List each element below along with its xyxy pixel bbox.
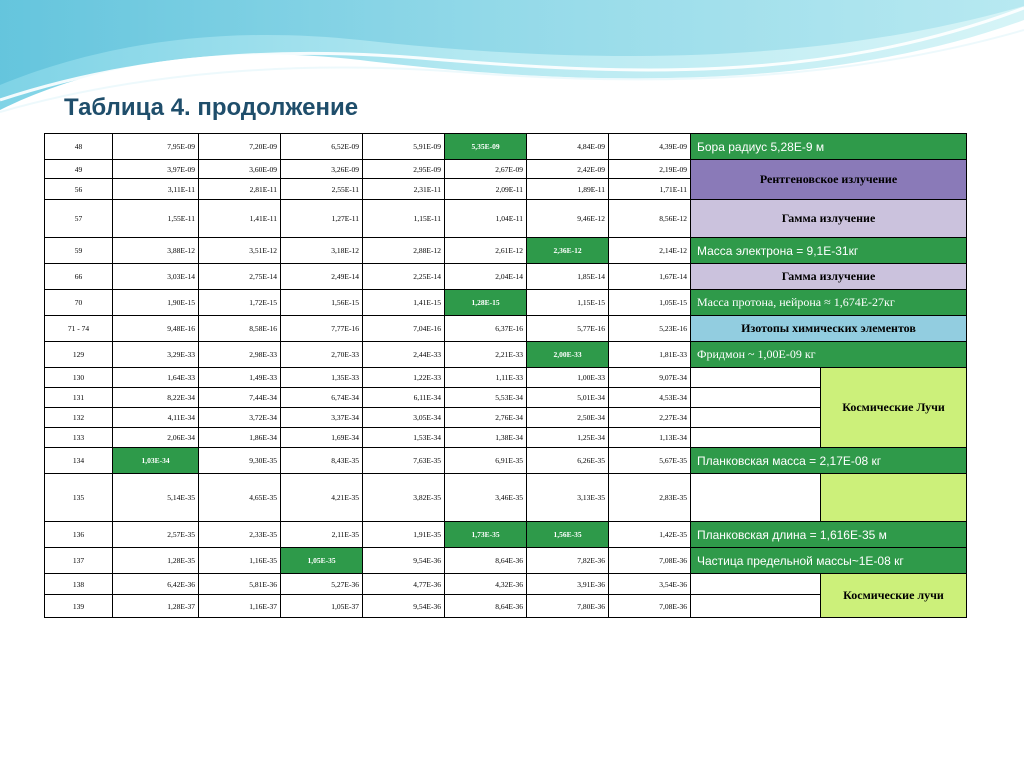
table-row — [45, 342, 967, 368]
note-planck-mass: Планковская масса = 2,17E-08 кг — [691, 448, 967, 474]
row-number: 59 — [45, 238, 113, 264]
value-cell: 6,11E-34 — [363, 388, 445, 408]
value-cell: 1,13E-34 — [609, 428, 691, 448]
lime-cell — [821, 474, 967, 522]
value-cell: 4,39E-09 — [609, 134, 691, 160]
value-cell: 1,85E-14 — [527, 264, 609, 290]
highlighted-value-cell: 1,56E-35 — [527, 522, 609, 548]
row-number: 134 — [45, 448, 113, 474]
highlighted-value-cell: 1,73E-35 — [445, 522, 527, 548]
value-cell: 1,16E-37 — [199, 595, 281, 618]
table-row — [45, 200, 967, 238]
value-cell: 5,81E-36 — [199, 574, 281, 595]
value-cell: 4,84E-09 — [527, 134, 609, 160]
value-cell: 7,80E-36 — [527, 595, 609, 618]
note-xray: Рентгеновское излучение — [691, 160, 967, 200]
page-title: Таблица 4. продолжение — [64, 94, 359, 121]
value-cell: 1,15E-15 — [527, 290, 609, 316]
value-cell: 4,77E-36 — [363, 574, 445, 595]
value-cell: 5,91E-09 — [363, 134, 445, 160]
value-cell: 7,95E-09 — [113, 134, 199, 160]
value-cell: 3,26E-09 — [281, 160, 363, 179]
value-cell: 2,50E-34 — [527, 408, 609, 428]
value-cell: 1,86E-34 — [199, 428, 281, 448]
row-number: 132 — [45, 408, 113, 428]
value-cell: 7,08E-36 — [609, 548, 691, 574]
value-cell: 4,11E-34 — [113, 408, 199, 428]
note-cosmic-rays: Космические Лучи — [821, 368, 967, 448]
value-cell: 2,31E-11 — [363, 179, 445, 200]
value-cell: 1,67E-14 — [609, 264, 691, 290]
value-cell: 9,54E-36 — [363, 595, 445, 618]
value-cell: 4,65E-35 — [199, 474, 281, 522]
table-row — [45, 264, 967, 290]
value-cell: 6,42E-36 — [113, 574, 199, 595]
value-cell: 2,81E-11 — [199, 179, 281, 200]
table-row — [45, 522, 967, 548]
highlighted-value-cell: 1,05E-35 — [281, 548, 363, 574]
value-cell: 2,70E-33 — [281, 342, 363, 368]
value-cell: 2,33E-35 — [199, 522, 281, 548]
value-cell: 3,91E-36 — [527, 574, 609, 595]
value-cell: 1,91E-35 — [363, 522, 445, 548]
value-cell: 5,23E-16 — [609, 316, 691, 342]
value-cell: 6,52E-09 — [281, 134, 363, 160]
value-cell: 7,44E-34 — [199, 388, 281, 408]
value-cell: 4,32E-36 — [445, 574, 527, 595]
row-number: 139 — [45, 595, 113, 618]
row-number: 49 — [45, 160, 113, 179]
highlighted-value-cell: 5,35E-09 — [445, 134, 527, 160]
value-cell: 7,20E-09 — [199, 134, 281, 160]
value-cell: 1,28E-35 — [113, 548, 199, 574]
value-cell: 1,16E-35 — [199, 548, 281, 574]
value-cell: 8,64E-36 — [445, 595, 527, 618]
value-cell: 3,29E-33 — [113, 342, 199, 368]
value-cell: 2,09E-11 — [445, 179, 527, 200]
value-cell: 2,67E-09 — [445, 160, 527, 179]
note-gamma-radiation-2: Гамма излучение — [691, 264, 967, 290]
note-max-mass-particle: Частица предельной массы~1E-08 кг — [691, 548, 967, 574]
value-cell: 3,18E-12 — [281, 238, 363, 264]
empty-cell — [691, 388, 821, 408]
value-cell: 3,72E-34 — [199, 408, 281, 428]
value-cell: 2,95E-09 — [363, 160, 445, 179]
row-number: 71 - 74 — [45, 316, 113, 342]
value-cell: 2,76E-34 — [445, 408, 527, 428]
value-cell: 2,06E-34 — [113, 428, 199, 448]
value-cell: 2,55E-11 — [281, 179, 363, 200]
value-cell: 7,04E-16 — [363, 316, 445, 342]
value-cell: 2,11E-35 — [281, 522, 363, 548]
value-cell: 9,54E-36 — [363, 548, 445, 574]
value-cell: 5,67E-35 — [609, 448, 691, 474]
note-proton-mass: Масса протона, нейрона ≈ 1,674E-27кг — [691, 290, 967, 316]
value-cell: 9,48E-16 — [113, 316, 199, 342]
note-gamma-radiation: Гамма излучение — [691, 200, 967, 238]
table-row — [45, 290, 967, 316]
value-cell: 1,04E-11 — [445, 200, 527, 238]
value-cell: 2,98E-33 — [199, 342, 281, 368]
empty-cell — [691, 428, 821, 448]
value-cell: 5,14E-35 — [113, 474, 199, 522]
value-cell: 5,27E-36 — [281, 574, 363, 595]
value-cell: 1,22E-33 — [363, 368, 445, 388]
value-cell: 3,88E-12 — [113, 238, 199, 264]
value-cell: 2,75E-14 — [199, 264, 281, 290]
value-cell: 1,11E-33 — [445, 368, 527, 388]
value-cell: 5,53E-34 — [445, 388, 527, 408]
table-row — [45, 574, 967, 595]
highlighted-value-cell: 2,36E-12 — [527, 238, 609, 264]
value-cell: 3,60E-09 — [199, 160, 281, 179]
table-row — [45, 134, 967, 160]
value-cell: 1,53E-34 — [363, 428, 445, 448]
value-cell: 1,05E-37 — [281, 595, 363, 618]
value-cell: 7,63E-35 — [363, 448, 445, 474]
value-cell: 1,05E-15 — [609, 290, 691, 316]
value-cell: 1,55E-11 — [113, 200, 199, 238]
value-cell: 4,21E-35 — [281, 474, 363, 522]
value-cell: 3,51E-12 — [199, 238, 281, 264]
value-cell: 6,74E-34 — [281, 388, 363, 408]
row-number: 70 — [45, 290, 113, 316]
row-number: 130 — [45, 368, 113, 388]
row-number: 66 — [45, 264, 113, 290]
value-cell: 1,90E-15 — [113, 290, 199, 316]
value-cell: 7,82E-36 — [527, 548, 609, 574]
empty-cell — [691, 368, 821, 388]
value-cell: 1,38E-34 — [445, 428, 527, 448]
value-cell: 5,01E-34 — [527, 388, 609, 408]
note-isotopes: Изотопы химических элементов — [691, 316, 967, 342]
value-cell: 3,97E-09 — [113, 160, 199, 179]
row-number: 56 — [45, 179, 113, 200]
value-cell: 2,42E-09 — [527, 160, 609, 179]
table-row — [45, 316, 967, 342]
value-cell: 2,44E-33 — [363, 342, 445, 368]
value-cell: 6,91E-35 — [445, 448, 527, 474]
value-cell: 9,30E-35 — [199, 448, 281, 474]
value-cell: 8,43E-35 — [281, 448, 363, 474]
value-cell: 2,27E-34 — [609, 408, 691, 428]
note-bohr-radius: Бора радиус 5,28E-9 м — [691, 134, 967, 160]
value-cell: 2,04E-14 — [445, 264, 527, 290]
value-cell: 1,35E-33 — [281, 368, 363, 388]
value-cell: 1,41E-11 — [199, 200, 281, 238]
value-cell: 2,25E-14 — [363, 264, 445, 290]
value-cell: 1,25E-34 — [527, 428, 609, 448]
value-cell: 2,49E-14 — [281, 264, 363, 290]
value-cell: 8,22E-34 — [113, 388, 199, 408]
empty-cell — [691, 574, 821, 595]
note-planck-length: Планковская длина = 1,616E-35 м — [691, 522, 967, 548]
value-cell: 8,58E-16 — [199, 316, 281, 342]
note-fridmon: Фридмон ~ 1,00E-09 кг — [691, 342, 967, 368]
row-number: 57 — [45, 200, 113, 238]
value-cell: 7,08E-36 — [609, 595, 691, 618]
highlighted-value-cell: 1,03E-34 — [113, 448, 199, 474]
row-number: 135 — [45, 474, 113, 522]
note-electron-mass: Масса электрона = 9,1E-31кг — [691, 238, 967, 264]
value-cell: 6,37E-16 — [445, 316, 527, 342]
value-cell: 3,82E-35 — [363, 474, 445, 522]
value-cell: 1,42E-35 — [609, 522, 691, 548]
value-cell: 8,56E-12 — [609, 200, 691, 238]
value-cell: 1,49E-33 — [199, 368, 281, 388]
empty-cell — [691, 408, 821, 428]
row-number: 129 — [45, 342, 113, 368]
value-cell: 1,69E-34 — [281, 428, 363, 448]
value-cell: 1,64E-33 — [113, 368, 199, 388]
value-cell: 5,77E-16 — [527, 316, 609, 342]
row-number: 136 — [45, 522, 113, 548]
empty-cell — [691, 595, 821, 618]
value-cell: 4,53E-34 — [609, 388, 691, 408]
value-cell: 8,64E-36 — [445, 548, 527, 574]
value-cell: 1,00E-33 — [527, 368, 609, 388]
value-cell: 2,83E-35 — [609, 474, 691, 522]
value-cell: 2,88E-12 — [363, 238, 445, 264]
table-row — [45, 368, 967, 388]
row-number: 138 — [45, 574, 113, 595]
value-cell: 3,54E-36 — [609, 574, 691, 595]
value-cell: 1,28E-37 — [113, 595, 199, 618]
value-cell: 3,03E-14 — [113, 264, 199, 290]
note-cosmic-rays-2: Космические лучи — [821, 574, 967, 618]
value-cell: 1,71E-11 — [609, 179, 691, 200]
value-cell: 2,14E-12 — [609, 238, 691, 264]
value-cell: 6,26E-35 — [527, 448, 609, 474]
value-cell: 2,61E-12 — [445, 238, 527, 264]
value-cell: 1,41E-15 — [363, 290, 445, 316]
value-cell: 1,15E-11 — [363, 200, 445, 238]
table-row — [45, 548, 967, 574]
table-row — [45, 160, 967, 179]
value-cell: 9,07E-34 — [609, 368, 691, 388]
row-number: 133 — [45, 428, 113, 448]
value-cell: 2,57E-35 — [113, 522, 199, 548]
value-cell: 1,89E-11 — [527, 179, 609, 200]
value-cell: 2,21E-33 — [445, 342, 527, 368]
value-cell: 2,19E-09 — [609, 160, 691, 179]
value-cell: 3,13E-35 — [527, 474, 609, 522]
value-cell: 3,46E-35 — [445, 474, 527, 522]
value-cell: 9,46E-12 — [527, 200, 609, 238]
row-number: 137 — [45, 548, 113, 574]
value-cell: 1,27E-11 — [281, 200, 363, 238]
value-cell: 3,05E-34 — [363, 408, 445, 428]
value-cell: 3,37E-34 — [281, 408, 363, 428]
table-row — [45, 448, 967, 474]
value-cell: 1,81E-33 — [609, 342, 691, 368]
value-cell: 7,77E-16 — [281, 316, 363, 342]
data-table — [44, 133, 967, 618]
value-cell: 3,11E-11 — [113, 179, 199, 200]
row-number: 131 — [45, 388, 113, 408]
row-number: 48 — [45, 134, 113, 160]
highlighted-value-cell: 1,28E-15 — [445, 290, 527, 316]
highlighted-value-cell: 2,00E-33 — [527, 342, 609, 368]
value-cell: 1,56E-15 — [281, 290, 363, 316]
table-row — [45, 474, 967, 522]
empty-cell — [691, 474, 821, 522]
table-row — [45, 238, 967, 264]
value-cell: 1,72E-15 — [199, 290, 281, 316]
